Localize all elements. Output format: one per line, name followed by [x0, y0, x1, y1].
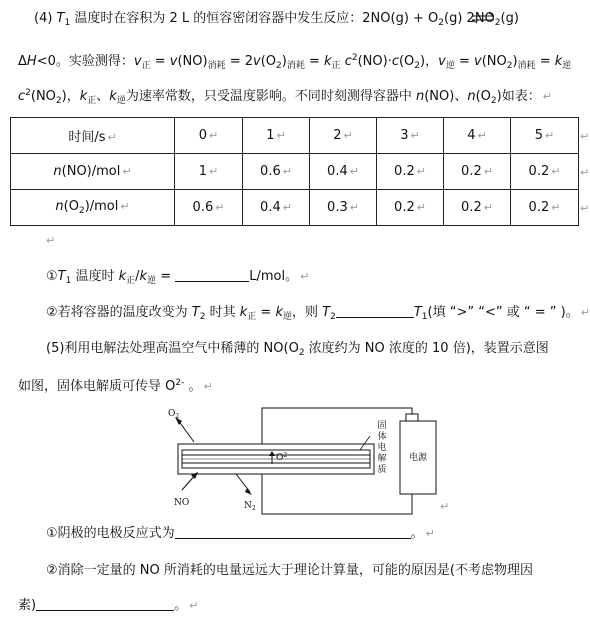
return-mark: ↵ — [349, 201, 359, 214]
return-mark: ↵ — [107, 131, 117, 144]
return-mark: ↵ — [300, 270, 310, 283]
table-cell — [243, 190, 310, 226]
header-label: 5 — [534, 128, 544, 143]
var: n — [415, 89, 425, 104]
table-cell — [175, 118, 243, 154]
text: = — [535, 54, 555, 69]
text: L/mol。 — [249, 269, 299, 284]
return-mark: ↵ — [483, 201, 493, 214]
text: = — [156, 269, 176, 284]
text: (O — [475, 89, 491, 104]
text: (g) 2NO — [444, 11, 495, 26]
header-label: 1 — [266, 128, 275, 143]
sub: 逆 — [116, 96, 126, 106]
return-mark: ↵ — [580, 130, 590, 143]
var: n — [467, 89, 476, 104]
text: (5)利用电解法处理高温空气中稀薄的 NO(O — [46, 341, 299, 356]
text: (NO)· — [357, 54, 392, 69]
answer-blank[interactable] — [175, 268, 249, 282]
cell-value: 0.2 — [394, 164, 415, 179]
table-cell — [310, 154, 377, 190]
text: 。 — [174, 598, 188, 613]
text: 温度时 — [71, 269, 119, 284]
no-label: NO — [174, 498, 190, 508]
table-cell — [444, 118, 511, 154]
sub: 2 — [330, 312, 336, 322]
text: )， — [61, 89, 80, 104]
n2-arrowhead — [245, 488, 252, 495]
sub: 正 — [126, 276, 136, 286]
var: T — [322, 305, 331, 320]
cell-value: 0.3 — [327, 200, 348, 215]
return-mark: ↵ — [349, 165, 359, 178]
header-label: 3 — [400, 128, 409, 143]
sup: 2 — [25, 88, 31, 98]
return-mark: ↵ — [483, 165, 493, 178]
table-cell — [377, 118, 444, 154]
sub: 逆 — [147, 276, 157, 286]
cell-value: 0.6 — [260, 164, 281, 179]
text: 如图，固体电解质可传导 O — [18, 379, 176, 394]
sub: 2 — [494, 18, 501, 28]
return-mark: ↵ — [477, 129, 487, 142]
return-mark: ↵ — [410, 129, 420, 142]
text: 、 — [96, 89, 110, 104]
var: k — [79, 89, 88, 104]
text: (NO — [30, 89, 56, 104]
var: k — [324, 54, 332, 69]
table-row — [11, 190, 579, 226]
question-2 — [46, 304, 590, 326]
text: (NO)、 — [424, 89, 468, 104]
var: T — [57, 269, 66, 284]
cell-value: 0.2 — [461, 200, 482, 215]
sub: 逆 — [283, 312, 293, 322]
return-mark: ↵ — [580, 166, 590, 179]
table-header-row — [11, 118, 579, 154]
var: T — [191, 305, 200, 320]
question-1 — [46, 268, 309, 290]
sub: 2 — [414, 61, 421, 71]
row-label: )/mol — [84, 199, 119, 214]
text: 时其 — [205, 305, 240, 320]
table-cell — [511, 118, 579, 154]
cell-value: 0.2 — [461, 164, 482, 179]
var: v — [438, 54, 446, 69]
table-cell — [444, 154, 511, 190]
header-label: 时间/s — [68, 130, 106, 145]
return-mark: ↵ — [440, 500, 450, 513]
var: c — [340, 54, 352, 69]
return-mark: ↵ — [542, 90, 552, 103]
data-table — [10, 117, 579, 226]
sub: 1 — [64, 18, 71, 28]
return-mark: ↵ — [343, 129, 353, 142]
return-mark: ↵ — [122, 165, 132, 178]
var: k — [275, 305, 283, 320]
return-mark: ↵ — [416, 201, 426, 214]
text: <0。实验测得： — [36, 54, 134, 69]
row-label: n — [53, 164, 62, 179]
return-mark: ↵ — [580, 306, 590, 319]
var: T — [413, 305, 422, 320]
sub: 2 — [506, 61, 513, 71]
return-mark: ↵ — [189, 599, 199, 612]
header-label: 0 — [198, 128, 208, 143]
table-cell — [11, 118, 175, 154]
text: 浓度约为 NO 浓度的 10 倍)，装置示意图 — [304, 341, 549, 356]
sub: 2 — [55, 96, 62, 106]
return-mark: ↵ — [416, 165, 426, 178]
sub: 正 — [141, 61, 151, 71]
var: k — [239, 305, 248, 320]
table-cell — [511, 190, 579, 226]
text: ) — [512, 54, 518, 69]
sub: 消耗 — [207, 61, 226, 71]
var: k — [109, 89, 117, 104]
text: ①阴极的电极反应式为 — [46, 526, 175, 541]
text: (4) — [34, 11, 57, 26]
return-mark: ↵ — [203, 380, 213, 393]
electrolyte-label-4: 质 — [377, 465, 387, 475]
text: = — [256, 305, 276, 320]
cell-value: 1 — [198, 164, 208, 179]
text: (填 “>” “<” 或 “ = ” )。 — [427, 305, 579, 320]
question-reason-line-2 — [18, 597, 198, 615]
text: (NO — [481, 54, 507, 69]
sub: 1 — [65, 276, 72, 286]
sub: 2 — [298, 348, 305, 358]
problem-line-1 — [34, 10, 519, 32]
sub: 逆 — [445, 61, 455, 71]
return-mark: ↵ — [425, 527, 435, 540]
o2-label: $O_2$ — [168, 409, 180, 420]
var: H — [26, 54, 37, 69]
return-mark: ↵ — [551, 165, 561, 178]
text: = — [454, 54, 474, 69]
text: = — [150, 54, 170, 69]
o2-arrow — [178, 420, 194, 442]
sub: 正 — [247, 312, 257, 322]
sub: 2 — [199, 312, 206, 322]
text: ① — [46, 269, 58, 284]
text: 。 — [410, 526, 424, 541]
electrolyte-label-3: 解 — [377, 454, 387, 464]
table-cell — [11, 154, 175, 190]
table-cell — [377, 154, 444, 190]
var: c — [18, 89, 26, 104]
table-row — [11, 154, 579, 190]
circuit-wire — [262, 470, 412, 514]
sub: 2 — [78, 206, 85, 216]
text: Δ — [18, 54, 27, 69]
cell-value: 0.4 — [327, 164, 348, 179]
row-label: (NO)/mol — [61, 164, 121, 179]
text: 。 — [184, 379, 202, 394]
return-mark: ↵ — [209, 165, 219, 178]
sub: 正 — [331, 61, 341, 71]
table-cell — [11, 190, 175, 226]
table-cell — [243, 118, 310, 154]
answer-blank[interactable] — [36, 597, 174, 611]
text: ，则 — [292, 305, 323, 320]
return-mark: ↵ — [209, 129, 219, 142]
text: 素) — [18, 598, 37, 613]
table-cell — [377, 190, 444, 226]
ion-label: $O^{2-}$ — [276, 452, 290, 463]
return-mark: ↵ — [551, 201, 561, 214]
text: (NO) — [177, 54, 208, 69]
sub: 正 — [87, 96, 97, 106]
cell-value: 0.2 — [394, 200, 415, 215]
var: v — [169, 54, 178, 69]
text: 为速率常数，只受温度影响。不同时刻测得容器中 — [125, 89, 416, 104]
sub: 消耗 — [286, 61, 305, 71]
cell-value: 0.6 — [192, 200, 214, 215]
text: (O — [260, 54, 277, 69]
row-label: n — [55, 199, 64, 214]
return-mark: ↵ — [282, 201, 292, 214]
electrolyte-label-1: 体 — [377, 432, 387, 442]
answer-blank[interactable] — [336, 304, 414, 318]
question-cathode — [46, 525, 435, 543]
text: (g) — [500, 11, 519, 26]
text: ②若将容器的温度改变为 — [46, 305, 192, 320]
return-mark: ↵ — [215, 201, 225, 214]
question-reason-line-1 — [46, 562, 533, 580]
part-5-line-2 — [18, 374, 213, 396]
text: )， — [420, 54, 439, 69]
var: v — [133, 54, 142, 69]
text: = 2 — [225, 54, 254, 69]
power-terminal — [406, 414, 418, 421]
var: k — [139, 269, 148, 284]
var: v — [253, 54, 261, 69]
n2-label: $N_2$ — [244, 501, 256, 512]
text: )如表： — [496, 89, 541, 104]
return-mark: ↵ — [580, 202, 590, 215]
part-5-line-1 — [46, 340, 549, 362]
text: ) — [281, 54, 287, 69]
var: k — [118, 269, 127, 284]
problem-line-3 — [18, 84, 552, 110]
return-mark: ↵ — [120, 200, 130, 213]
table-cell — [175, 190, 243, 226]
sup: 2- — [175, 378, 185, 388]
table-cell — [444, 190, 511, 226]
problem-line-2 — [18, 49, 571, 75]
return-mark: ↵ — [276, 129, 286, 142]
electrolysis-diagram — [160, 402, 460, 520]
table-cell — [243, 154, 310, 190]
text: / — [135, 269, 140, 284]
cell-value: 0.4 — [260, 200, 281, 215]
reversible-arrow-icon — [470, 12, 496, 24]
power-label: 电源 — [408, 453, 428, 463]
var: k — [554, 54, 563, 69]
table-cell — [310, 118, 377, 154]
return-mark: ↵ — [46, 234, 56, 247]
row-label: (O — [63, 199, 79, 214]
return-mark: ↵ — [545, 129, 555, 142]
answer-blank[interactable] — [175, 525, 411, 539]
text: (O — [398, 54, 415, 69]
text: = — [304, 54, 325, 69]
var: c — [391, 54, 399, 69]
sub: 2 — [438, 18, 445, 28]
text: 温度时在容积为 2 L 的恒容密闭容器中发生反应：2NO(g) + O — [70, 11, 439, 26]
sub: 逆 — [562, 61, 572, 71]
return-mark: ↵ — [282, 165, 292, 178]
table-cell — [310, 190, 377, 226]
cell-value: 0.2 — [528, 200, 550, 215]
header-label: 4 — [467, 128, 476, 143]
table-cell — [175, 154, 243, 190]
sub: 2 — [490, 96, 497, 106]
var-T: T — [56, 11, 65, 26]
electrolyte-label-2: 电 — [377, 443, 387, 453]
table-cell — [511, 154, 579, 190]
sub: 1 — [421, 312, 428, 322]
cell-value: 0.2 — [528, 164, 550, 179]
sup: 2 — [351, 53, 358, 63]
var: v — [474, 54, 482, 69]
text: ②消除一定量的 NO 所消耗的电量远远大于理论计算量，可能的原因是(不考虑物理因 — [46, 563, 533, 578]
electrolyte-label-0: 固 — [377, 421, 387, 431]
header-label: 2 — [333, 128, 342, 143]
sub: 2 — [276, 61, 282, 71]
sub: 消耗 — [517, 61, 536, 71]
